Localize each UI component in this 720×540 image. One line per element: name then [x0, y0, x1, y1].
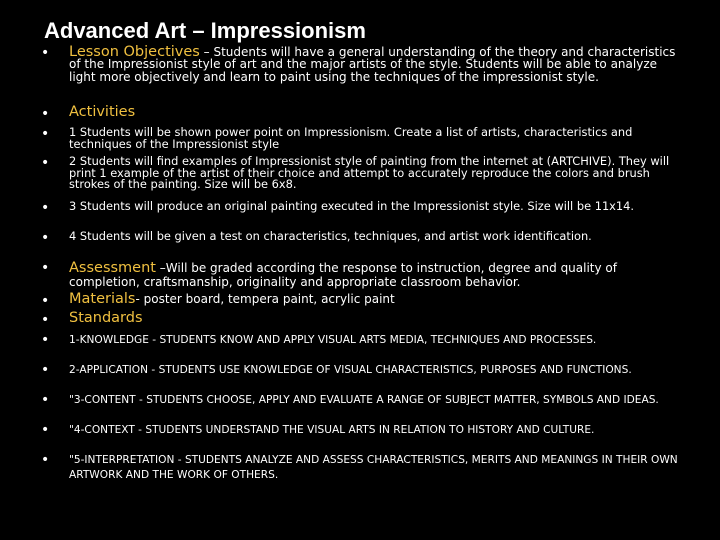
objectives-text: – Students will have a general understanding of the theory and characteristics of the Impressionist style of art and the major artists of the style. Students will be able to analyze light more objectively and learn to paint using the techniques of the impressionist style. [69, 45, 676, 84]
activity-text: 4 Students will be given a test on characteristics, techniques, and artist work identification. [69, 229, 592, 243]
bullet-icon: • [41, 362, 50, 378]
bullet-icon: • [41, 230, 50, 246]
bullet-icon: • [41, 45, 50, 61]
standard-text: "4-CONTEXT - STUDENTS UNDERSTAND THE VISUAL ARTS IN RELATION TO HISTORY AND CULTURE. [69, 424, 595, 436]
bullet-icon: • [41, 332, 50, 348]
materials-text: - poster board, tempera paint, acrylic paint [135, 292, 395, 306]
slide-title: Advanced Art – Impressionism [44, 18, 366, 43]
bullet-icon: • [41, 452, 50, 468]
bullet-icon: • [41, 422, 50, 438]
standard-text: "3-CONTENT - STUDENTS CHOOSE, APPLY AND EVALUATE A RANGE OF SUBJECT MATTER, SYMBOLS AND IDEAS. [69, 394, 659, 406]
materials-heading: Materials [69, 291, 136, 307]
assessment-heading: Assessment [69, 260, 156, 276]
activity-text: 1 Students will be shown power point on Impressionism. Create a list of artists, characteristics and techniques of the Impressionist style [69, 125, 633, 151]
standard-text: 2-APPLICATION - STUDENTS USE KNOWLEDGE OF VISUAL CHARACTERISTICS, PURPOSES AND FUNCTIONS. [69, 364, 632, 376]
activities-heading: Activities [69, 104, 136, 120]
bullet-icon: • [41, 155, 50, 171]
bullet-icon: • [41, 200, 50, 216]
standards-heading: Standards [69, 310, 143, 326]
bullet-icon: • [41, 293, 50, 309]
standard-text: 1-KNOWLEDGE - STUDENTS KNOW AND APPLY VISUAL ARTS MEDIA, TECHNIQUES AND PROCESSES. [69, 334, 597, 346]
bullet-icon: • [41, 260, 50, 276]
bullet-icon: • [41, 126, 50, 142]
activity-text: 2 Students will find examples of Impressionist style of painting from the internet at (ARTCHIVE). They will print 1 example of the artist of their choice and attempt to accurately reproduce the colors and brush strokes of the painting. Size will be 6x8. [69, 154, 670, 192]
objectives-heading: Lesson Objectives [69, 44, 200, 60]
activity-text: 3 Students will produce an original painting executed in the Impressionist style. Size will be 11x14. [69, 199, 635, 213]
bullet-icon: • [41, 392, 50, 408]
assessment-text: –Will be graded according the response to instruction, degree and quality of completion, craftsmanship, originality and appropriate classroom behavior. [69, 261, 617, 289]
bullet-icon: • [41, 106, 50, 122]
bullet-icon: • [41, 312, 50, 328]
standard-text: "5-INTERPRETATION - STUDENTS ANALYZE AND ASSESS CHARACTERISTICS, MERITS AND MEANINGS IN THEIR OWN ARTWORK AND THE WORK OF OTHERS. [69, 454, 678, 481]
